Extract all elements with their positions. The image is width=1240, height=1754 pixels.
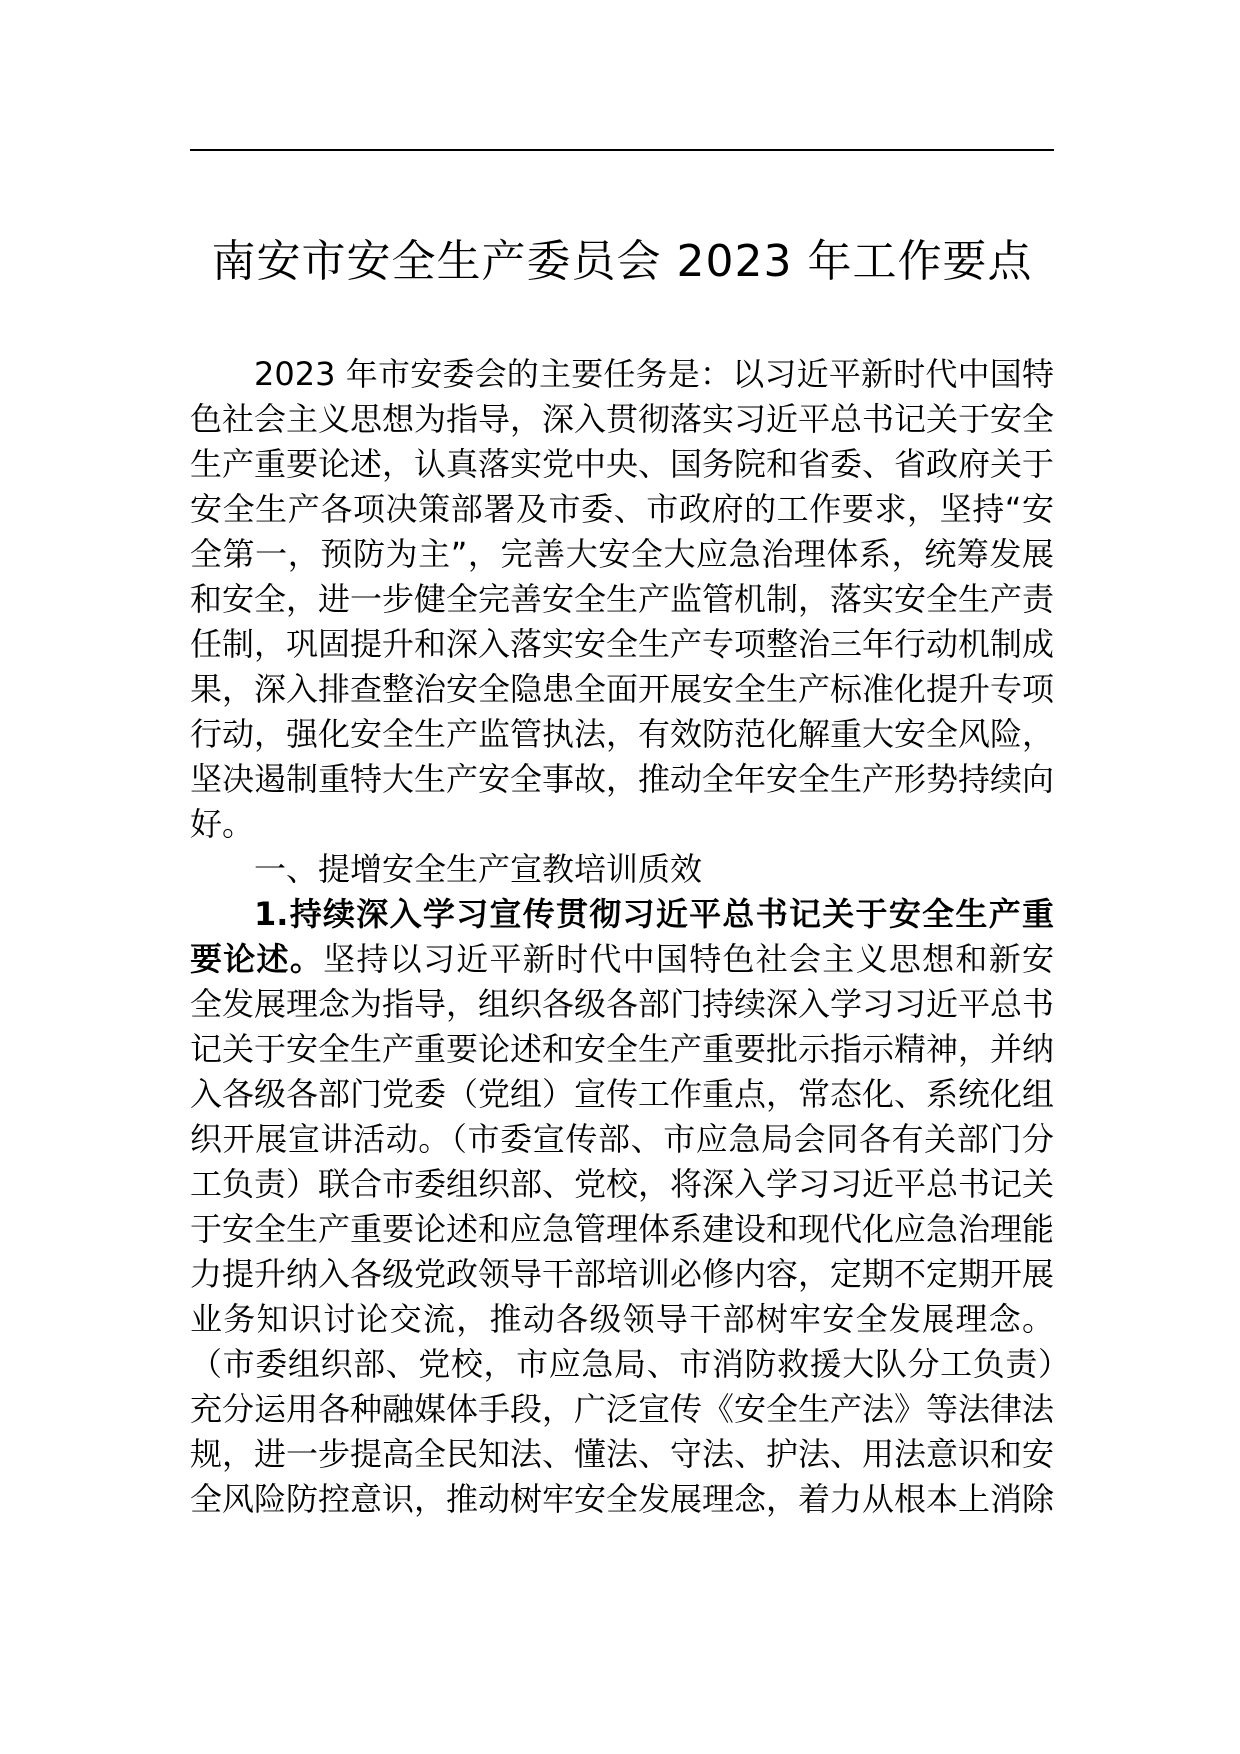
item-1-paragraph xyxy=(190,892,1054,1522)
item-1-body: 坚持以习近平新时代中国特色社会主义思想和新安全发展理念为指导，组织各级各部门持续深入学习习近平总书记关于安全生产重要论述和安全生产重要批示指示精神，并纳入各级各部门党委（党组）宣传工作重点，常态化、系统化组织开展宣讲活动。（市委宣传部、市应急局会同各有关部门分工负责）联合市委组织部、党校，将深入学习习近平总书记关于安全生产重要论述和应急管理体系建设和现代化应急治理能力提升纳入各级党政领导干部培训必修内容，定期不定期开展业务知识讨论交流，推动各级领导干部树牢安全发展理念。（市委组织部、党校，市应急局、市消防救援大队分工负责）充分运用各种融媒体手段，广泛宣传《安全生产法》等法律法规，进一步提高全民知法、懂法、守法、护法、用法意识和安全风险防控意识，推动树牢安全发展理念，着力从根本上消除 xyxy=(190,940,1055,1518)
document-title: 南安市安全生产委员会 2023 年工作要点 xyxy=(211,236,1033,287)
section-heading-1: 一、提增安全生产宣教培训质效 xyxy=(254,850,703,888)
document-body xyxy=(190,352,1054,1522)
item-1-lead: 1.持续深入学习宣传贯彻习近平总书记关于安全生产重要论述。 xyxy=(190,895,1054,978)
header-rule xyxy=(190,149,1054,151)
intro-paragraph: 2023 年市安委会的主要任务是：以习近平新时代中国特色社会主义思想为指导，深入贯彻落实习近平总书记关于安全生产重要论述，认真落实党中央、国务院和省委、省政府关于安全生产各项决策部署及市委、市政府的工作要求，坚持“安全第一，预防为主”，完善大安全大应急治理体系，统筹发展和安全，进一步健全完善安全生产监管机制，落实安全生产责任制，巩固提升和深入落实安全生产专项整治三年行动机制成果，深入排查整治安全隐患全面开展安全生产标准化提升专项行动，强化安全生产监管执法，有效防范化解重大安全风险，坚决遏制重特大生产安全事故，推动全年安全生产形势持续向好。 xyxy=(190,355,1055,843)
